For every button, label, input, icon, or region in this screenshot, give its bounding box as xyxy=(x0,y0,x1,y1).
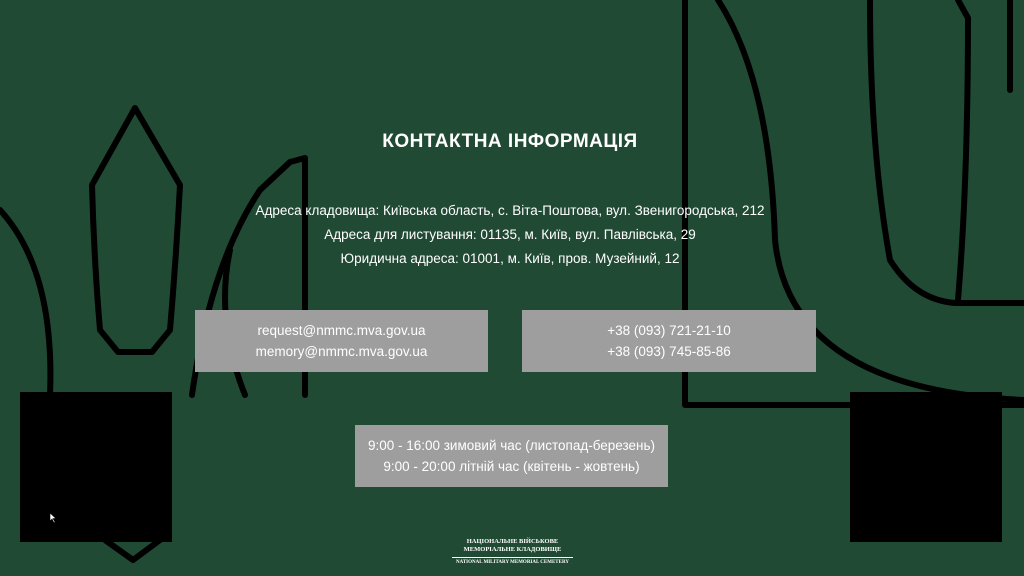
phone-link-2[interactable]: +38 (093) 745-85-86 xyxy=(607,344,731,359)
logo-divider xyxy=(452,557,573,558)
logo-line-2: МЕМОРІАЛЬНЕ КЛАДОВИЩЕ xyxy=(463,546,562,553)
phone-link-1[interactable]: +38 (093) 721-21-10 xyxy=(607,323,731,338)
address-list xyxy=(0,199,1020,271)
cemetery-address: Адреса кладовища: Київська область, с. Віта-Поштова, вул. Звенигородська, 212 xyxy=(255,203,765,218)
phone-box xyxy=(522,310,816,372)
email-box xyxy=(195,310,488,372)
legal-address: Юридична адреса: 01001, м. Київ, пров. Музейний, 12 xyxy=(340,251,680,266)
page-title: КОНТАКТНА ІНФОРМАЦІЯ xyxy=(382,131,638,152)
footer-logo[interactable] xyxy=(450,538,575,566)
email-link-memory[interactable]: memory@nmmc.mva.gov.ua xyxy=(255,344,428,359)
hours-box xyxy=(355,425,668,487)
summer-hours: 9:00 - 20:00 літній час (квітень - жовтень) xyxy=(383,459,640,474)
logo-line-1: НАЦІОНАЛЬНЕ ВІЙСЬКОВЕ xyxy=(466,538,559,545)
logo-line-3: NATIONAL MILITARY MEMORIAL CEMETERY xyxy=(455,560,570,565)
mailing-address: Адреса для листування: 01135, м. Київ, вул. Павлівська, 29 xyxy=(324,227,696,242)
email-link-request[interactable]: request@nmmc.mva.gov.ua xyxy=(257,323,426,338)
winter-hours: 9:00 - 16:00 зимовий час (листопад-березень) xyxy=(367,438,656,453)
mouse-cursor-icon xyxy=(50,513,58,523)
